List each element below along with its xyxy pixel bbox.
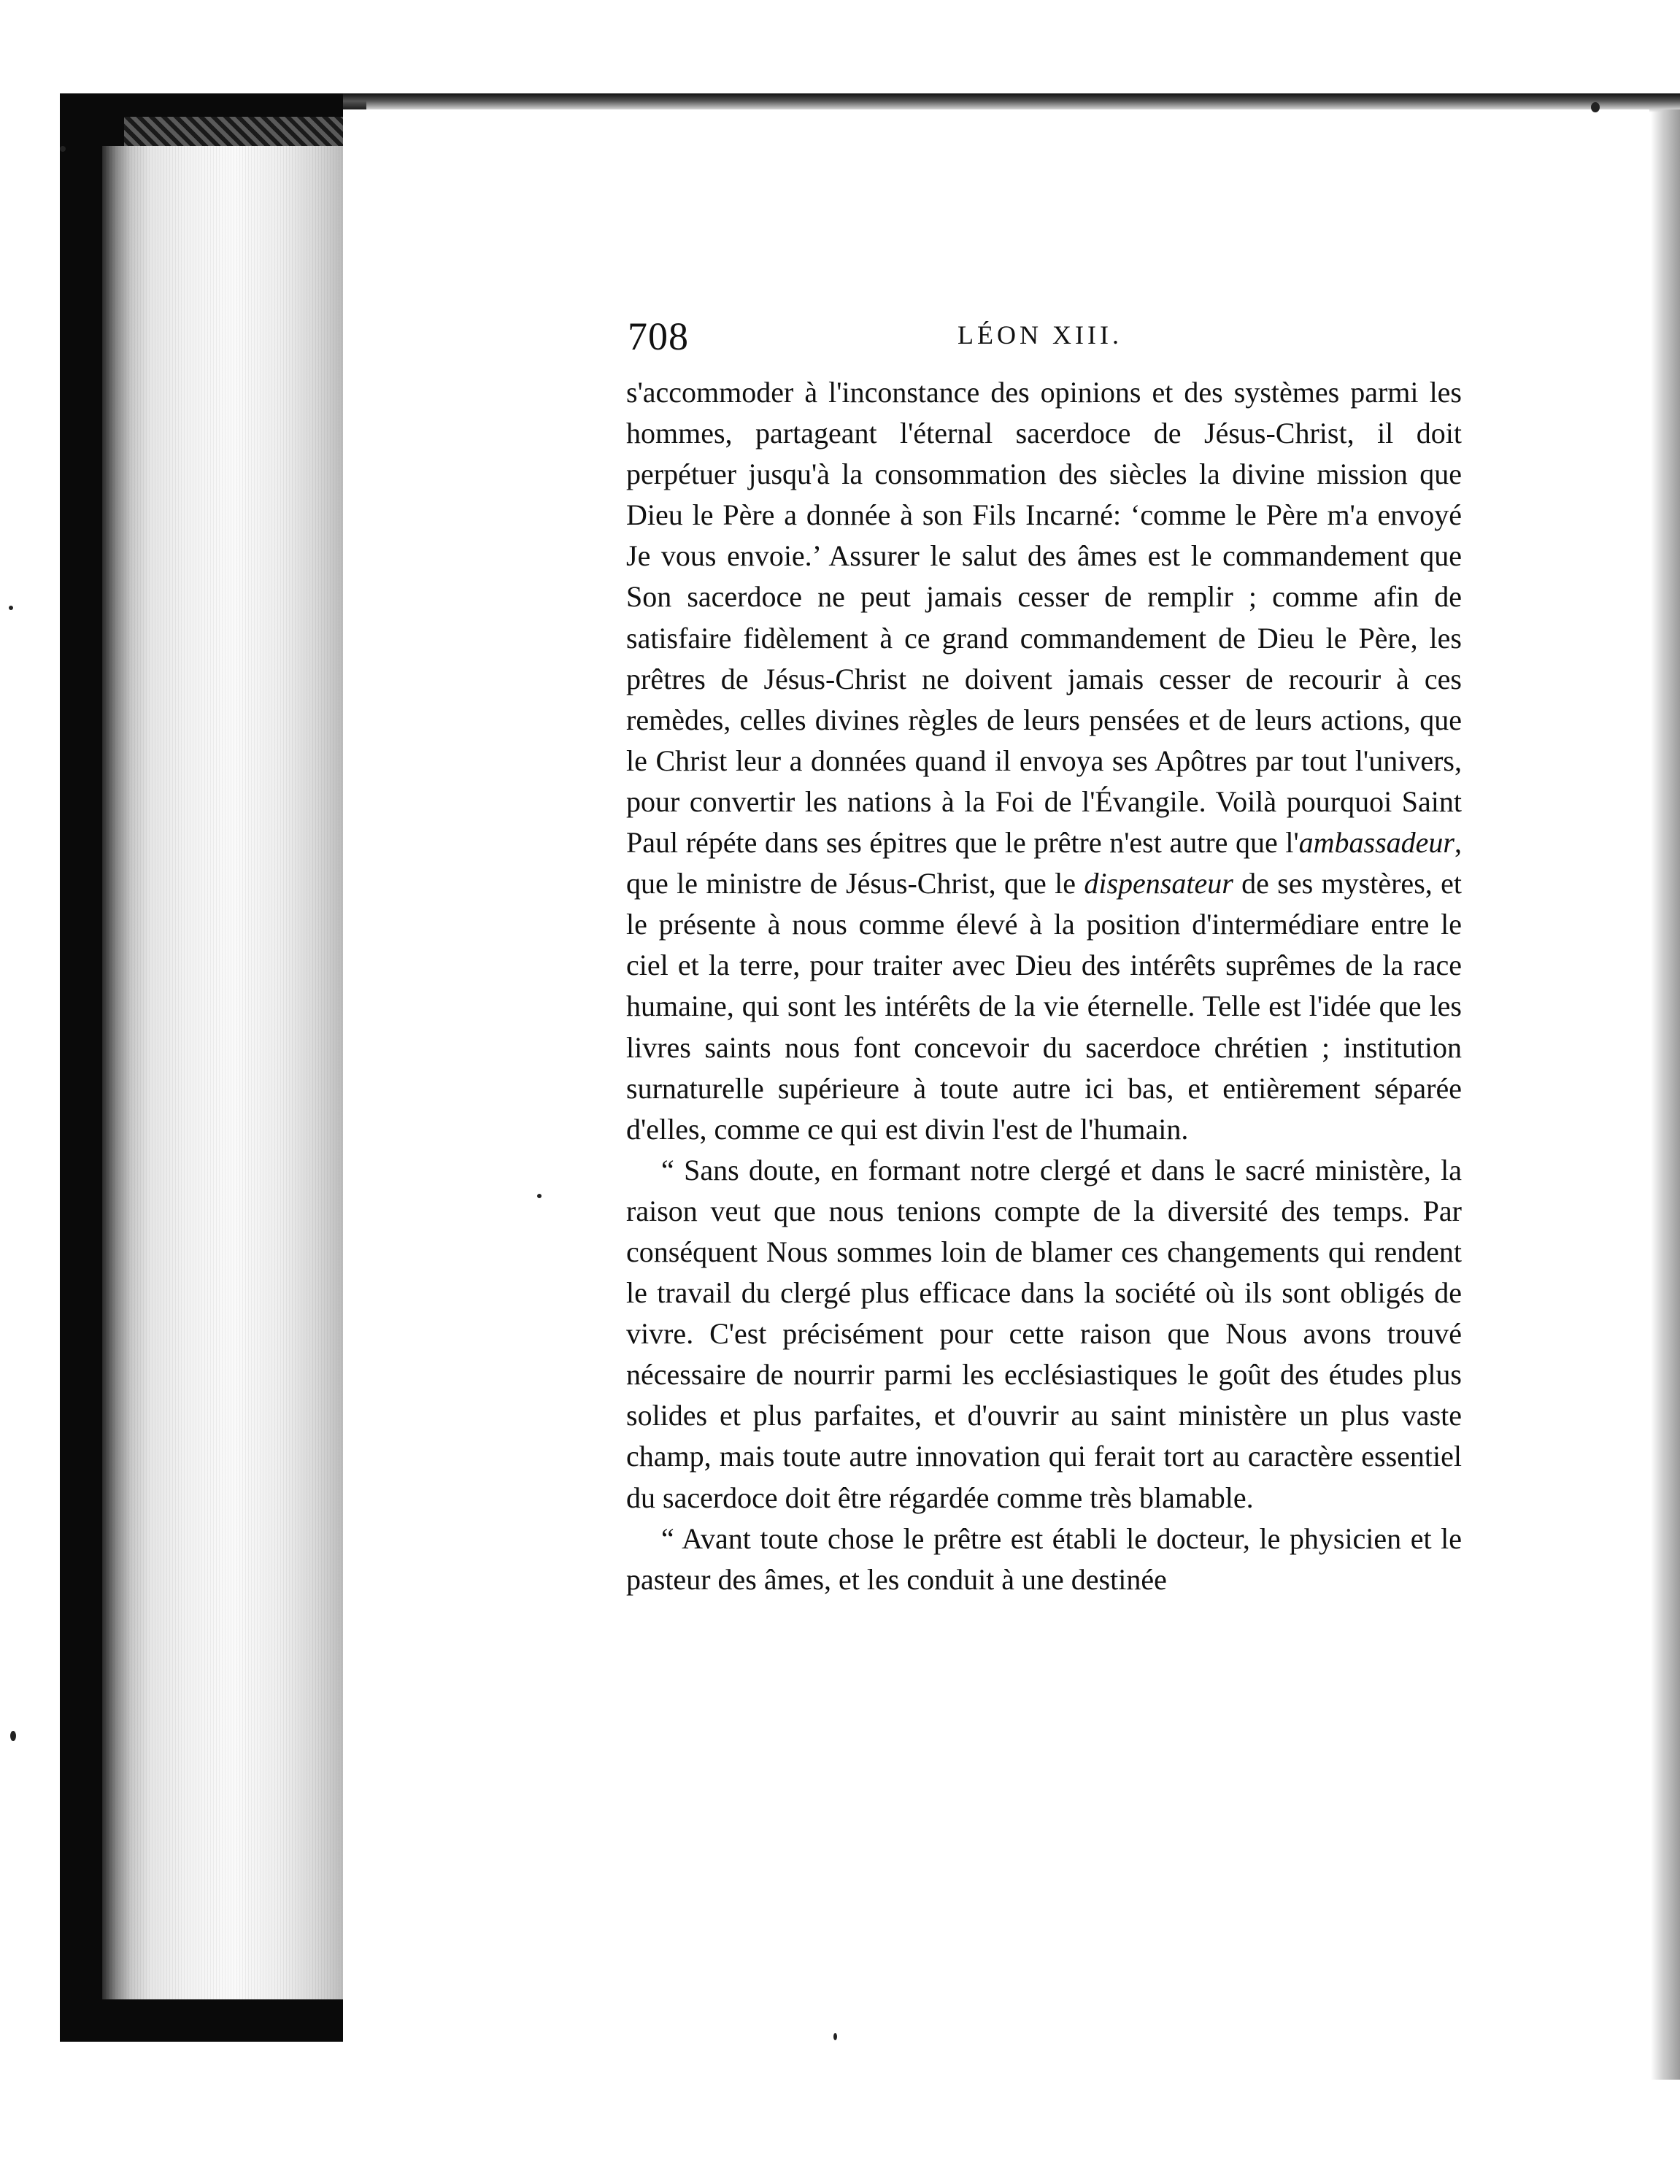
paragraph bbox=[626, 1150, 1462, 1519]
text-segment: s'accommoder à l'inconstance des opinions et des systèmes parmi les hommes, partageant l'éternal sacerdoce de Jésus-Christ, il doit perpétuer jusqu'à la consommation des siècles la divine mission que Dieu le Père a donnée à son Fils Incarné: ‘comme le Père m'a envoyé Je vous envoie.’ Assurer le salut des âmes est le commandement que Son sacerdoce ne peut jamais cesser de remplir ; comme afin de satisfaire fidèlement à ce grand commandement de Dieu le Père, les prêtres de Jésus-Christ ne doivent jamais cesser de recourir à ces remèdes, celles divines règles de leurs pensées et de leurs actions, que le Christ leur a données quand il envoya ses Apôtres par tout l'univers, pour convertir les nations à la Foi de l'Évangile. Voilà pourquoi Saint Paul répéte dans ses épitres que le prêtre n'est autre que l' bbox=[626, 376, 1462, 860]
italic-term: dispensateur bbox=[1084, 867, 1233, 900]
dust-speck bbox=[537, 1194, 542, 1198]
dust-speck bbox=[10, 1731, 16, 1741]
page-right-edge bbox=[1651, 109, 1680, 2080]
dust-speck bbox=[9, 606, 13, 610]
text-segment: “ Sans doute, en formant notre clergé et dans le sacré ministère, la raison veut que nous tenions compte de la diversité des temps. Par conséquent Nous sommes loin de blamer ces changements qui rendent le travail du clergé plus efficace dans la société où ils sont obligés de vivre. C'est précisément pour cette raison que Nous avons trouvé nécessaire de nourrir parmi les ecclésiastiques le goût des études plus solides et plus parfaites, et d'ouvrir au saint ministère un plus vaste champ, mais toute autre innovation qui ferait tort au caractère essentiel du sacerdoce doit être régardée comme très blamable. bbox=[626, 1153, 1462, 1514]
page-header bbox=[628, 306, 1474, 365]
dust-speck bbox=[1591, 102, 1600, 112]
book-page-edges bbox=[102, 146, 343, 1999]
text-segment: , que le ministre de Jésus-Christ, que le bbox=[626, 826, 1462, 900]
dust-speck bbox=[60, 146, 66, 152]
body-text bbox=[626, 372, 1462, 1600]
paragraph bbox=[626, 372, 1462, 1150]
italic-term: ambassadeur bbox=[1298, 826, 1454, 860]
text-segment: de ses mystères, et le présente à nous comme élevé à la position d'intermédiare entre le ciel et la terre, pour traiter avec Dieu des intérêts suprêmes de la race humaine, qui sont les intérêts de la vie éternelle. Telle est l'idée que les livres saints nous font concevoir du sacerdoce chrétien ; institution surnaturelle supérieure à toute autre ici bas, et entièrement séparée d'elles, comme ce qui est divin l'est de l'humain. bbox=[626, 867, 1463, 1146]
page-number: 708 bbox=[628, 315, 689, 358]
running-head: LÉON XIII. bbox=[957, 320, 1122, 350]
paragraph bbox=[626, 1519, 1462, 1600]
dust-speck bbox=[833, 2033, 837, 2040]
text-segment: “ Avant toute chose le prêtre est établi le docteur, le physicien et le pasteur des âmes, et les conduit à une destinée bbox=[626, 1521, 1462, 1596]
